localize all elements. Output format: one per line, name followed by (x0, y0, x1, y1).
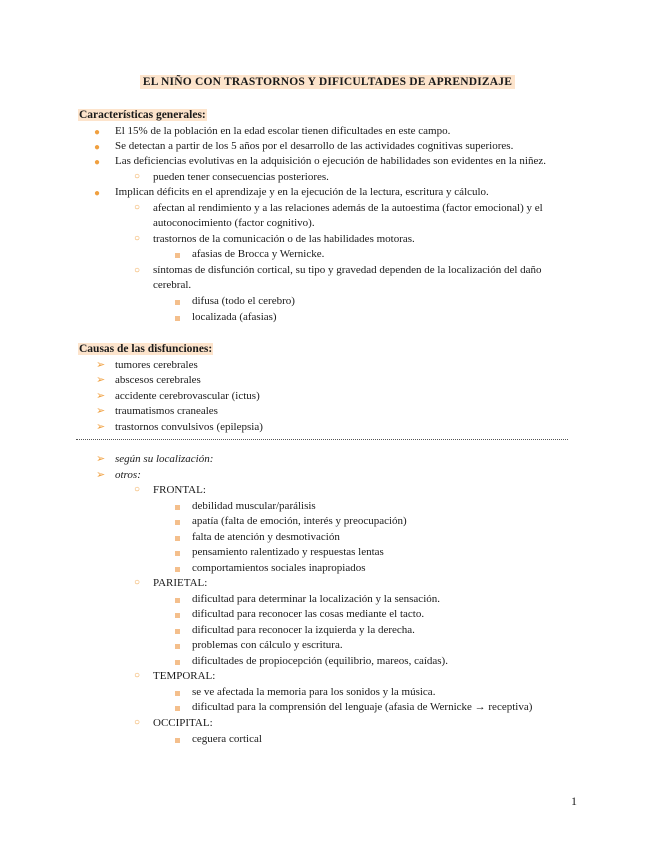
bullet-square-icon (175, 706, 180, 711)
arrow-bullet-icon: ➢ (96, 359, 106, 371)
bullet-square-icon (175, 598, 180, 603)
bullet-ring-icon: ○ (134, 717, 141, 728)
bullet-square-icon (175, 520, 180, 525)
list-item: localizada (afasias) (192, 311, 277, 323)
lobe-label-temporal: TEMPORAL: (153, 670, 216, 682)
bullet-square-icon (175, 567, 180, 572)
arrow-bullet-icon: ➢ (96, 421, 106, 433)
list-item: síntomas de disfunción cortical, su tipo y gravedad dependen de la localización del daño cerebral. (153, 264, 542, 291)
heading-causes: Causas de las disfunciones: (79, 343, 213, 355)
page-number: 1 (571, 794, 577, 808)
bullet-square-icon (175, 738, 180, 743)
list-item: tumores cerebrales (115, 359, 198, 371)
page-title: EL NIÑO CON TRASTORNOS Y DIFICULTADES DE APRENDIZAJE (0, 76, 655, 88)
list-item: ceguera cortical (192, 733, 262, 745)
lobe-label-frontal: FRONTAL: (153, 484, 206, 496)
subheading-others: otros: (115, 469, 141, 481)
list-item: abscesos cerebrales (115, 374, 201, 386)
list-item: problemas con cálculo y escritura. (192, 639, 343, 651)
bullet-square-icon (175, 536, 180, 541)
list-item: dificultad para reconocer las cosas mediante el tacto. (192, 608, 425, 620)
bullet-ring-icon: ○ (134, 670, 141, 681)
list-item: dificultad para determinar la localización y la sensación. (192, 593, 440, 605)
bullet-square-icon (175, 316, 180, 321)
arrow-bullet-icon: ➢ (96, 405, 106, 417)
list-item: Las deficiencias evolutivas en la adquisición o ejecución de habilidades son evidentes en la niñez. (115, 155, 546, 167)
dotted-separator (76, 439, 568, 440)
bullet-ring-icon: ○ (134, 484, 141, 495)
list-item: dificultad para la comprensión del lenguaje (afasia de Wernicke → receptiva) (192, 701, 533, 713)
bullet-dot-icon: ● (94, 188, 101, 199)
heading-characteristics: Características generales: (79, 109, 206, 121)
list-item: afasias de Brocca y Wernicke. (192, 248, 325, 260)
bullet-square-icon (175, 300, 180, 305)
bullet-square-icon (175, 644, 180, 649)
list-item: traumatismos craneales (115, 405, 218, 417)
bullet-ring-icon: ○ (134, 202, 141, 213)
list-item: apatía (falta de emoción, interés y preocupación) (192, 515, 407, 527)
lobe-label-occipital: OCCIPITAL: (153, 717, 213, 729)
bullet-dot-icon: ● (94, 142, 101, 153)
list-item: trastornos de la comunicación o de las habilidades motoras. (153, 233, 415, 245)
list-item: comportamientos sociales inapropiados (192, 562, 366, 574)
bullet-square-icon (175, 505, 180, 510)
list-item: dificultad para reconocer la izquierda y la derecha. (192, 624, 415, 636)
bullet-ring-icon: ○ (134, 233, 141, 244)
bullet-dot-icon: ● (94, 127, 101, 138)
bullet-square-icon (175, 253, 180, 258)
list-item: El 15% de la población en la edad escolar tienen dificultades en este campo. (115, 125, 451, 137)
arrow-bullet-icon: ➢ (96, 374, 106, 386)
bullet-ring-icon: ○ (134, 171, 141, 182)
bullet-dot-icon: ● (94, 157, 101, 168)
list-item: Se detectan a partir de los 5 años por el desarrollo de las actividades cognitivas superiores. (115, 140, 514, 152)
list-item: falta de atención y desmotivación (192, 531, 340, 543)
bullet-square-icon (175, 613, 180, 618)
bullet-ring-icon: ○ (134, 577, 141, 588)
list-item: afectan al rendimiento y a las relaciones además de la autoestima (factor emocional) y el autoconocimiento (factor cognitivo). (153, 202, 543, 229)
subheading-by-location: según su localización: (115, 453, 214, 465)
list-item: se ve afectada la memoria para los sonidos y la música. (192, 686, 436, 698)
bullet-square-icon (175, 629, 180, 634)
list-item: trastornos convulsivos (epilepsia) (115, 421, 263, 433)
bullet-square-icon (175, 551, 180, 556)
bullet-square-icon (175, 691, 180, 696)
bullet-square-icon (175, 660, 180, 665)
list-item: pueden tener consecuencias posteriores. (153, 171, 329, 183)
list-item: dificultades de propiocepción (equilibrio, mareos, caídas). (192, 655, 448, 667)
lobe-label-parietal: PARIETAL: (153, 577, 208, 589)
list-item: Implican déficits en el aprendizaje y en la ejecución de la lectura, escritura y cálculo. (115, 186, 489, 198)
arrow-bullet-icon: ➢ (96, 453, 106, 465)
list-item: debilidad muscular/parálisis (192, 500, 316, 512)
arrow-bullet-icon: ➢ (96, 469, 106, 481)
arrow-bullet-icon: ➢ (96, 390, 106, 402)
list-item: pensamiento ralentizado y respuestas lentas (192, 546, 384, 558)
list-item: accidente cerebrovascular (ictus) (115, 390, 260, 402)
bullet-ring-icon: ○ (134, 265, 141, 276)
list-item: difusa (todo el cerebro) (192, 295, 295, 307)
